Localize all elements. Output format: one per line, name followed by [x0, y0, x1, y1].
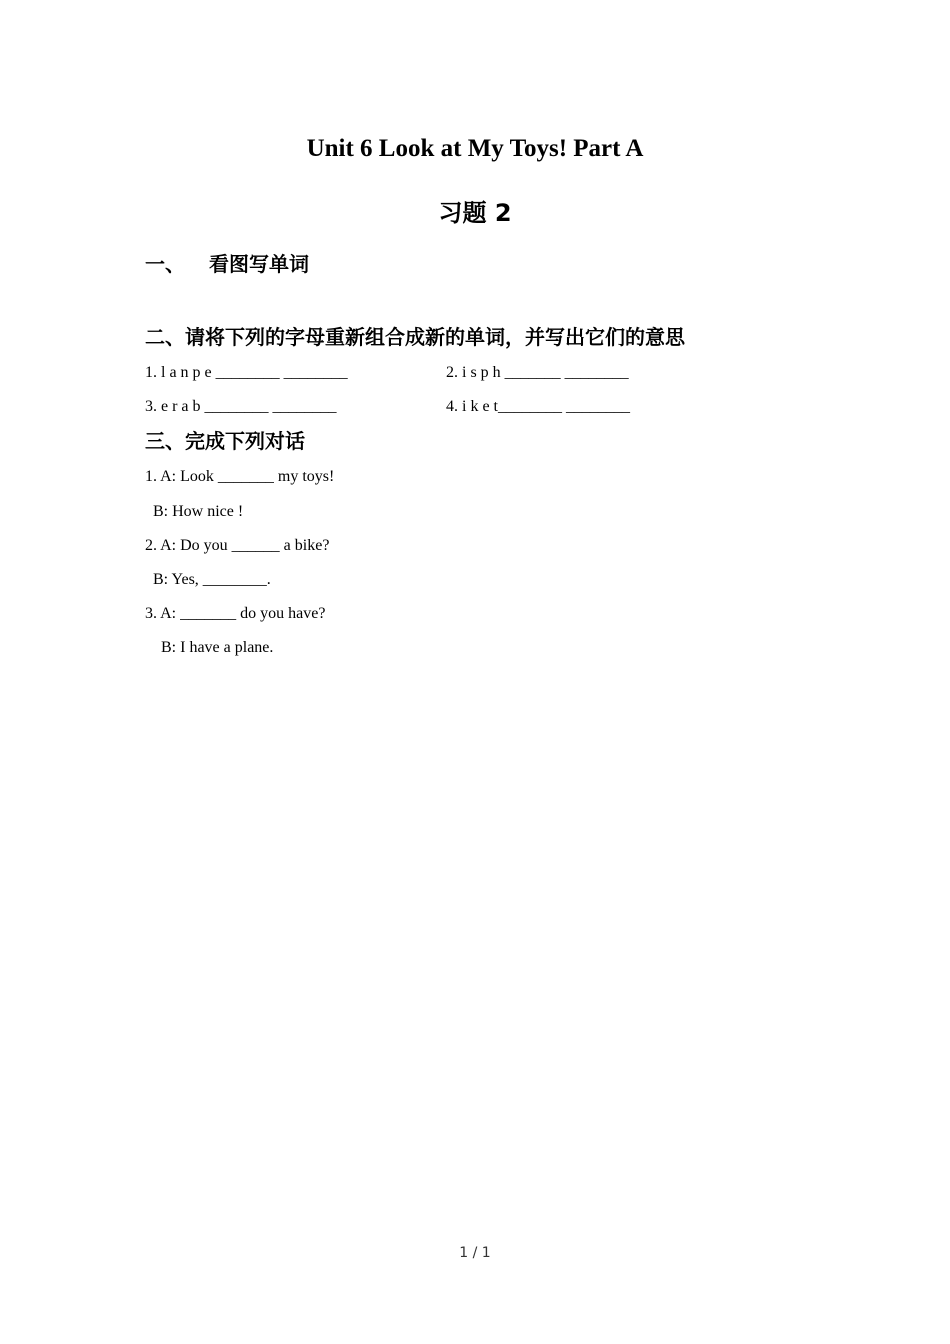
section-2-heading: 二、请将下列的字母重新组合成新的单词，并写出它们的意思 — [145, 325, 685, 349]
page-subtitle: 习题 2 — [438, 199, 512, 227]
page-title: Unit 6 Look at My Toys! Part A — [306, 135, 644, 162]
section-1-heading — [145, 249, 309, 279]
dialogue-line-3b: B: I have a plane. — [161, 639, 274, 656]
page-number: 1 / 1 — [459, 1245, 491, 1261]
section-1-number: 一、 — [145, 252, 185, 276]
dialogue-line-3a: 3. A: _______ do you have? — [145, 605, 326, 622]
word-item-2: 2. i s p h _______ ________ — [446, 364, 629, 381]
word-item-1: 1. l a n p e ________ ________ — [145, 364, 348, 381]
dialogue-line-1b: B: How nice ! — [153, 503, 244, 520]
dialogue-line-2b: B: Yes, ________. — [153, 571, 271, 588]
section-3-heading: 三、完成下列对话 — [145, 429, 305, 453]
word-item-4: 4. i k e t________ ________ — [446, 398, 630, 415]
dialogue-line-2a: 2. A: Do you ______ a bike? — [145, 537, 330, 554]
word-item-3: 3. e r a b ________ ________ — [145, 398, 337, 415]
dialogue-line-1a: 1. A: Look _______ my toys! — [145, 468, 335, 485]
section-1-text: 看图写单词 — [209, 252, 309, 276]
